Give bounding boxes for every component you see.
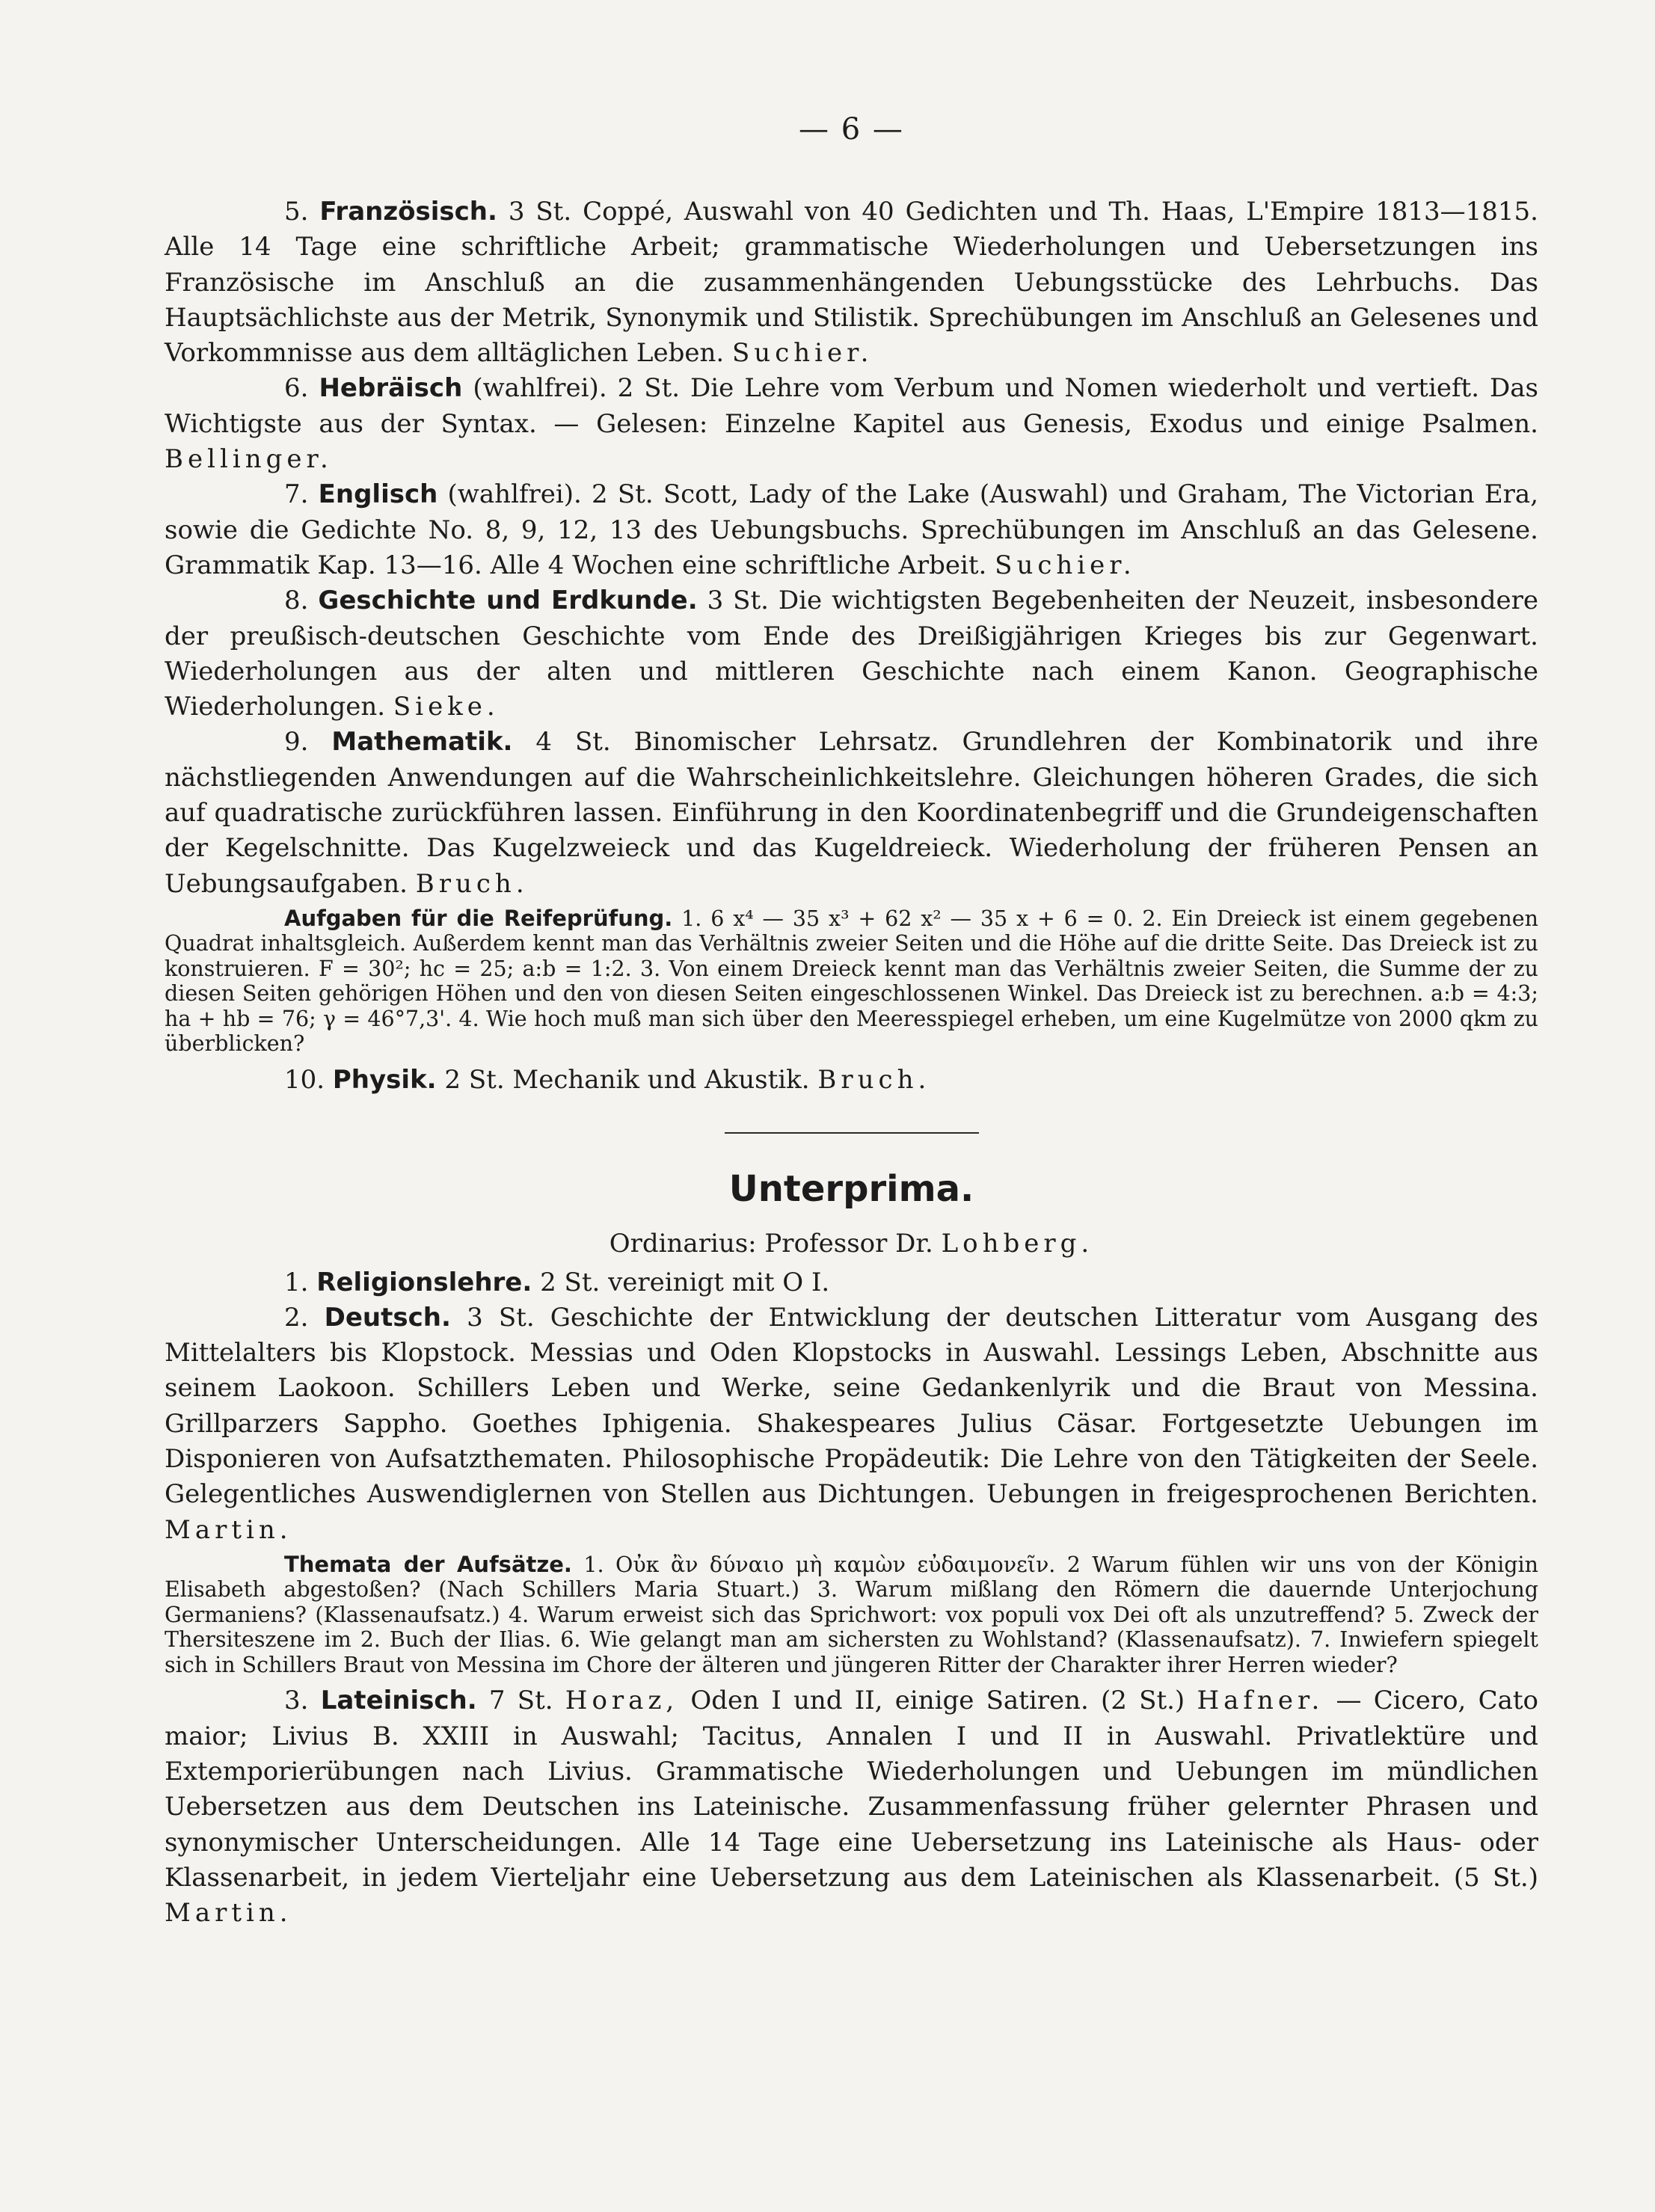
paragraph-themata: Themata der Aufsätze. 1. Οὐκ ἂν δύναιο μὴ καμὼν εὐδαιμονεῖν. 2 Warum fühlen wir uns von der Königin Elisabeth abgestoßen? (Nach Schillers Maria Stuart.) 3. Warum mißlang den Römern die dauernde Unterjochung Germaniens? (Klassenaufsatz.) 4. Warum erweist sich das Sprichwort: vox populi vox Dei oft als unzutreffend? 5. Zweck der Thersiteszene im 2. Buch der Ilias. 6. Wie gelangt man am sichersten zu Wohlstand? (Klassenaufsatz). 7. Inwiefern spiegelt sich in Schillers Braut von Messina im Chore der älteren und jüngeren Ritter der Charakter ihrer Herren wieder? — [165, 1551, 1538, 1677]
teacher-name: Suchier. — [995, 550, 1136, 580]
ordinarius-line: Ordinarius: Professor Dr. Lohberg. — [609, 1229, 1094, 1259]
teacher-name: Suchier. — [732, 338, 873, 369]
subject-heading: Deutsch. — [324, 1302, 451, 1333]
subject-heading: Hebräisch — [319, 373, 463, 404]
paragraph-physik: 10. Physik. 2 St. Mechanik und Akustik. Bruch. — [284, 1064, 931, 1095]
paragraph-deutsch: 2. Deutsch. 3 St. Geschichte der Entwicklung der deutschen Litteratur vom Ausgang des Mittelalters bis Klopstock. Messias und Oden Klopstocks in Auswahl. Lessings Leben, Abschnitte aus seinem Laokoon. Schillers Leben und Werke, seine Gedankenlyrik und die Braut von Messina. Grillparzers Sappho. Goethes Iphigenia. Shakespeares Julius Cäsar. Fortgesetzte Uebungen im Disponieren von Aufsatzthematen. Philosophische Propädeutik: Die Lehre von den Tätigkeiten der Seele. Gelegentliches Auswendiglernen von Stellen aus Dichtungen. Uebungen in freigesprochenen Berichten. Martin. — [165, 1302, 1539, 1545]
paragraph-aufgaben: Aufgaben für die Reifeprüfung. 1. 6 x⁴ — 35 x³ + 62 x² — 35 x + 6 = 0. 2. Ein Dreieck ist einem gegebenen Quadrat inhaltsgleich. Außerdem kennt man das Verhältnis zweier Seiten und die Höhe auf die dritte Seite. Das Dreieck ist zu konstruieren. F = 30²; hc = 25; a:b = 1:2. 3. Von einem Dreieck kennt man das Verhältnis zweier Seiten, die Summe der zu diesen Seiten gehörigen Höhen und den von diesen Seiten eingeschlossenen Winkel. Das Dreieck ist zu berechnen. a:b = 4:3; ha + hb = 76; γ = 46°7,3'. 4. Wie hoch muß man sich über den Meeresspiegel erheben, um eine Kugelmütze von 2000 qkm zu überblicken? — [165, 905, 1538, 1057]
subheading-aufgaben: Aufgaben für die Reifeprüfung. — [284, 905, 673, 931]
paragraph-geschichte: 8. Geschichte und Erdkunde. 3 St. Die wichtigsten Begebenheiten der Neuzeit, insbesondere der preußisch-deutschen Geschichte vom Ende des Dreißigjährigen Krieges bis zur Gegenwart. Wiederholungen aus der alten und mittleren Geschichte nach einem Kanon. Geographische Wiederholungen. Sieke. — [165, 586, 1539, 722]
section-title: Unterprima. — [728, 1168, 974, 1211]
paragraph-franzoesisch: 5. Französisch. 3 St. Coppé, Auswahl von 40 Gedichten und Th. Haas, L'Empire 1813—1815. Alle 14 Tage eine schriftliche Arbeit; grammatische Wiederholungen und Uebersetzungen ins Französische im Anschluß an die zusammenhängenden Uebungsstücke des Lehrbuchs. Das Hauptsächlichste aus der Metrik, Synonymik und Stilistik. Sprechübungen im Anschluß an Gelesenes und Vorkommnisse aus dem alltäglichen Leben. Suchier. — [165, 197, 1538, 369]
paragraph-latein: 3. Lateinisch. 7 St. Horaz, Oden I und II, einige Satiren. (2 St.) Hafner. — Cicero, Cato maior; Livius B. XXIII in Auswahl; Tacitus, Annalen I und II in Auswahl. Privatlektüre und Extemporierübungen nach Livius. Grammatische Wiederholungen und Uebungen im mündlichen Uebersetzen aus dem Deutschen ins Lateinische. Zusammenfassung früher gelernter Phrasen und synonymischer Unterscheidungen. Alle 14 Tage eine Uebersetzung ins Lateinische als Haus- oder Klassenarbeit, in jedem Vierteljahr eine Uebersetzung aus dem Lateinischen als Klassenarbeit. (5 St.) Martin. — [165, 1686, 1539, 1929]
teacher-name: Bellinger. — [165, 444, 333, 475]
teacher-name: Bruch. — [415, 868, 529, 899]
author-name: Horaz, — [565, 1686, 679, 1716]
teacher-name: Martin. — [165, 1514, 292, 1545]
teacher-name: Martin. — [165, 1898, 292, 1929]
paragraph-hebraeisch: 6. Hebräisch (wahlfrei). 2 St. Die Lehre vom Verbum und Nomen wiederholt und vertieft. Das Wichtigste aus der Syntax. — Gelesen: Einzelne Kapitel aus Genesis, Exodus und einige Psalmen. Bellinger. — [165, 373, 1539, 475]
subheading-themata: Themata der Aufsätze. — [284, 1551, 572, 1577]
subject-heading: Englisch — [318, 479, 438, 510]
subject-heading: Physik. — [332, 1064, 437, 1095]
teacher-name: Bruch. — [817, 1064, 931, 1095]
paragraph-englisch: 7. Englisch (wahlfrei). 2 St. Scott, Lady of the Lake (Auswahl) und Graham, The Victorian Era, sowie die Gedichte No. 8, 9, 12, 13 des Uebungsbuchs. Sprechübungen im Anschluß an das Gelesene. Grammatik Kap. 13—16. Alle 4 Wochen eine schriftliche Arbeit. Suchier. — [165, 479, 1539, 580]
paragraph-religion: 1. Religionslehre. 2 St. vereinigt mit O I. — [284, 1267, 830, 1297]
ordinarius-name: Lohberg. — [941, 1229, 1094, 1259]
section-divider — [725, 1132, 979, 1134]
paragraph-mathematik: 9. Mathematik. 4 St. Binomischer Lehrsatz. Grundlehren der Kombinatorik und ihre nächstliegenden Anwendungen auf die Wahrscheinlichkeitslehre. Gleichungen höheren Grades, die sich auf quadratische zurückführen lassen. Einführung in den Koordinatenbegriff und die Grundeigenschaften der Kegelschnitte. Das Kugelzweieck und das Kugeldreieck. Wiederholung der früheren Pensen an Uebungsaufgaben. Bruch. — [165, 727, 1539, 899]
subject-heading: Geschichte und Erdkunde. — [318, 586, 698, 616]
subject-heading: Französisch. — [319, 197, 497, 227]
subject-heading: Lateinisch. — [320, 1686, 477, 1716]
page-number: — 6 — — [799, 112, 904, 147]
subject-heading: Religionslehre. — [316, 1267, 532, 1297]
teacher-name: Hafner. — [1197, 1686, 1324, 1716]
teacher-name: Sieke. — [393, 692, 500, 722]
subject-heading: Mathematik. — [331, 727, 513, 758]
